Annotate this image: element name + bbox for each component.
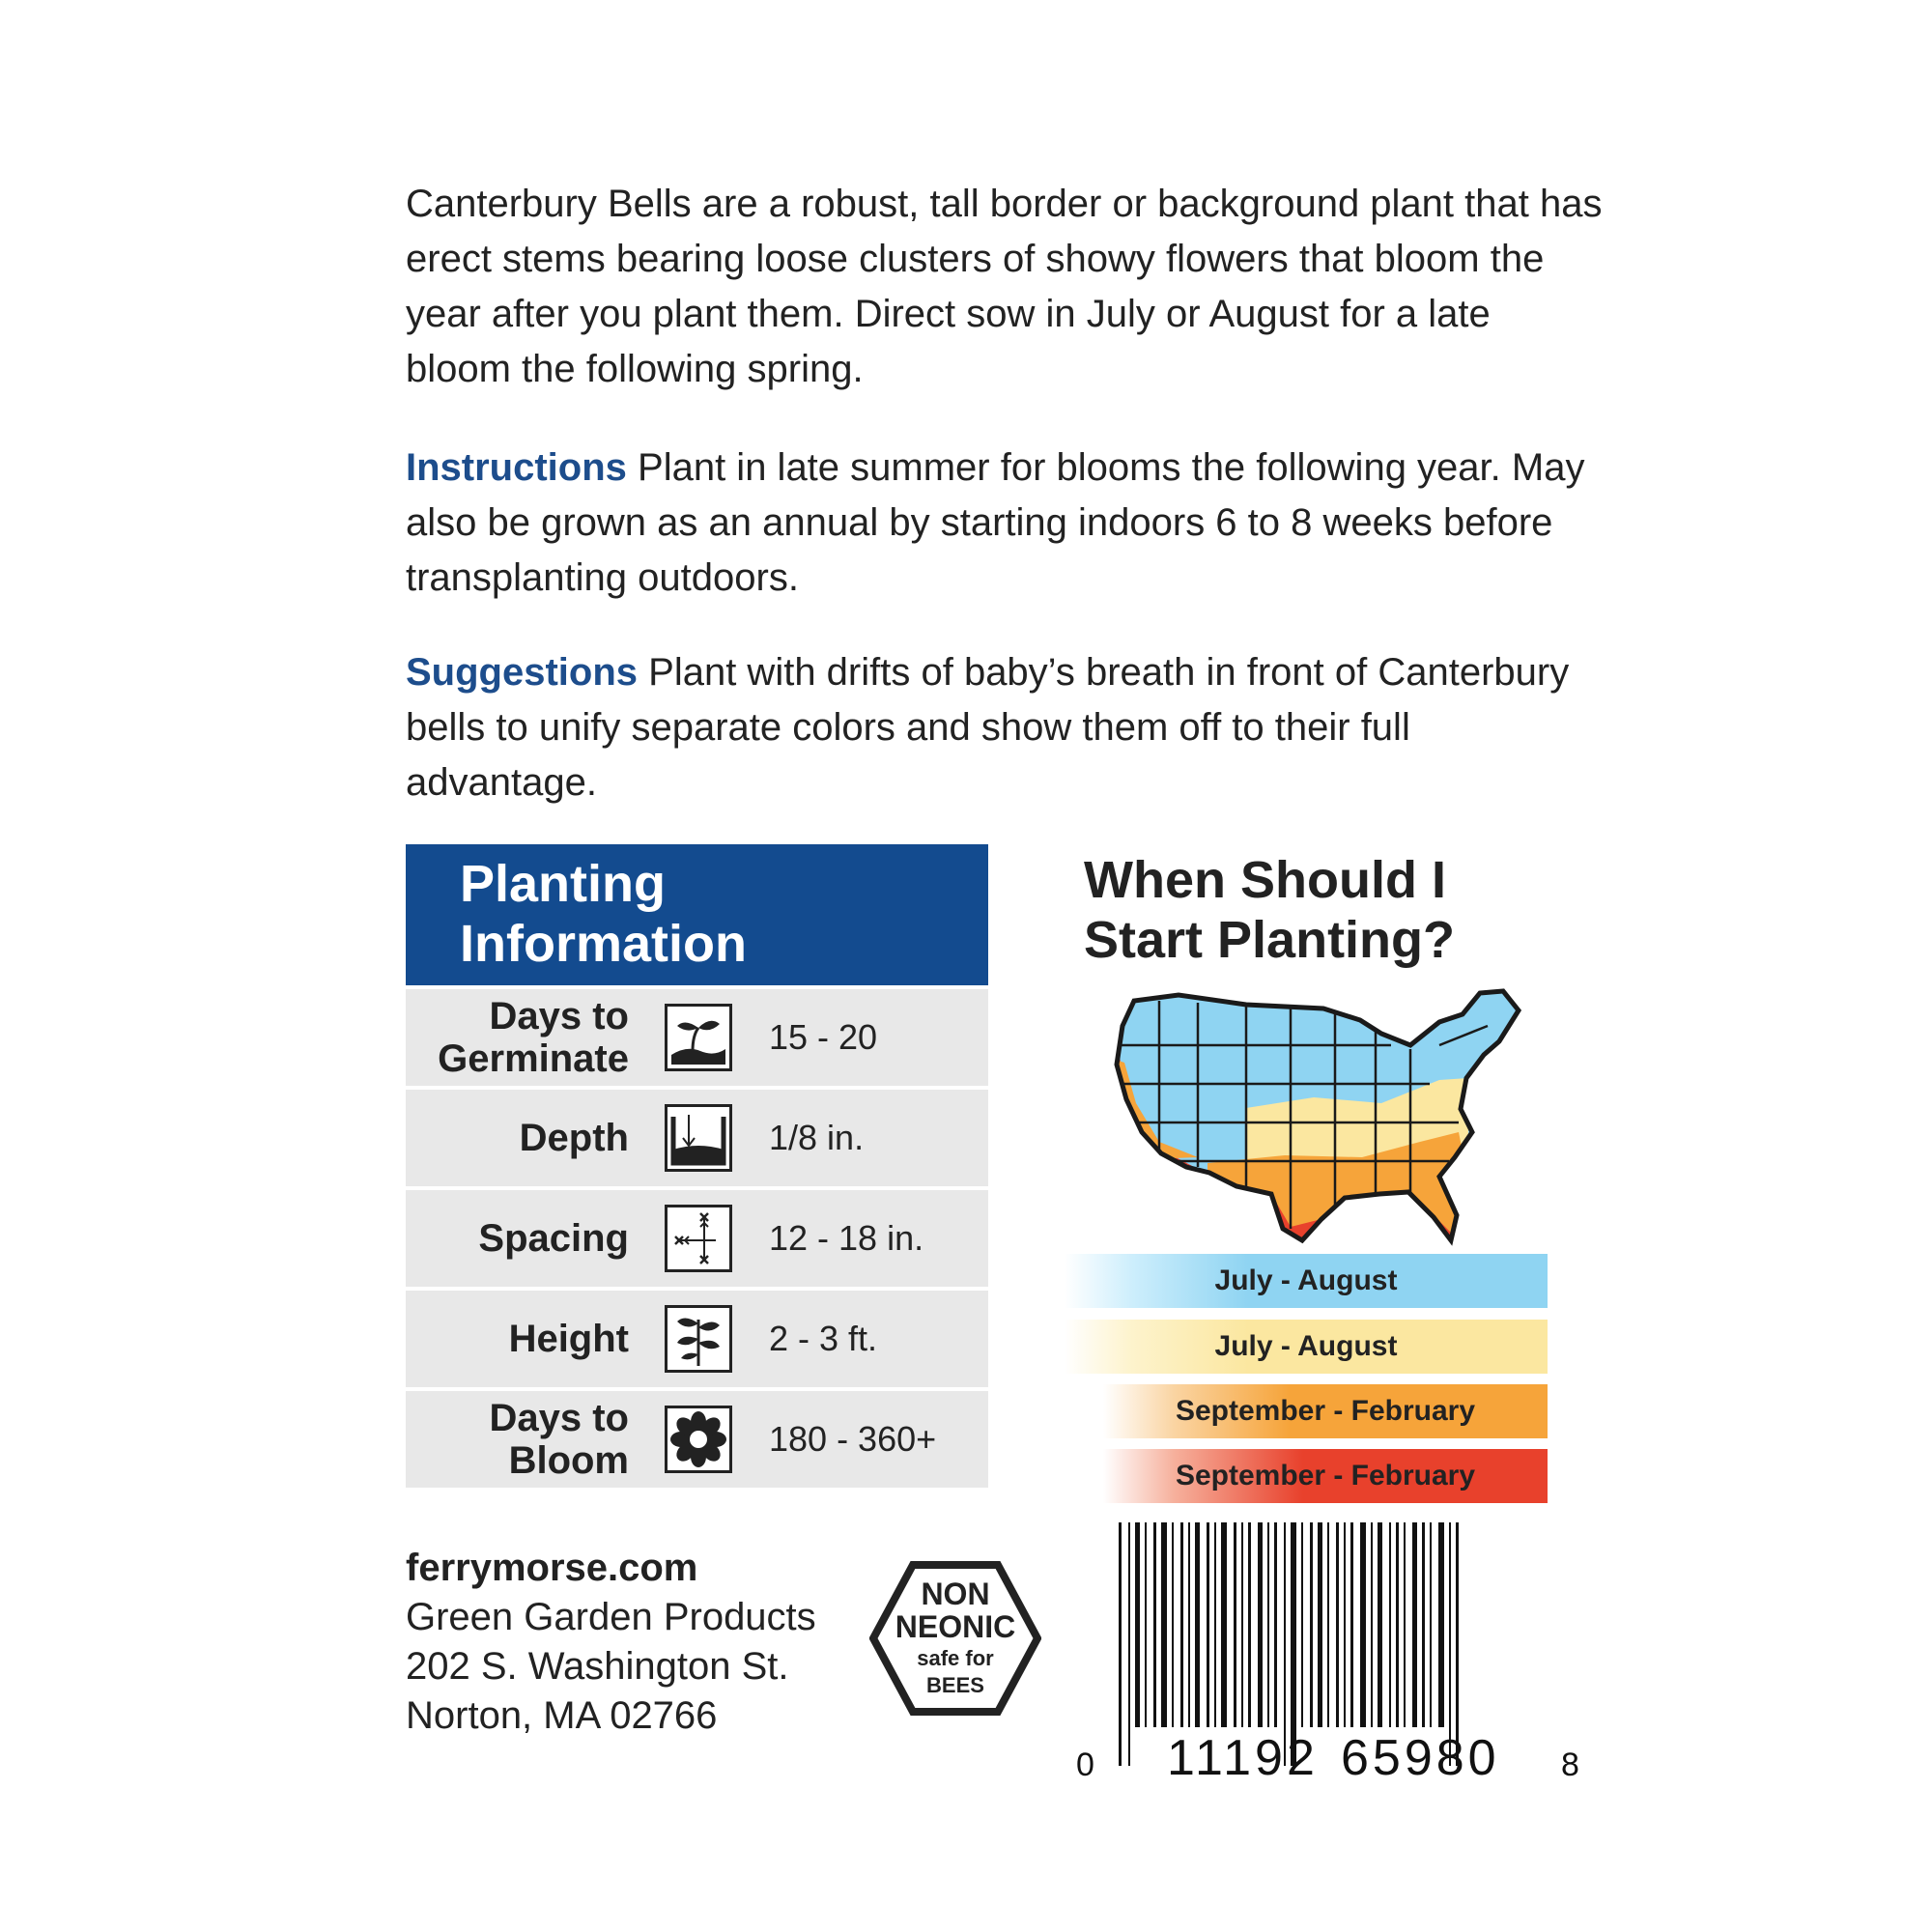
barcode-bar [1145,1522,1147,1727]
barcode-bar [1350,1522,1353,1727]
planting-time-title-line2: Start Planting? [1084,911,1456,969]
row-label-line2: Germinate [438,1037,629,1080]
barcode-bar [1221,1522,1227,1727]
barcode-bar [1404,1522,1406,1727]
barcode-bar [1301,1522,1303,1727]
badge-line3: safe for [917,1646,994,1670]
spacing-icon [665,1205,732,1272]
barcode-bar [1422,1522,1425,1727]
suggestions-paragraph [406,645,1604,810]
row-label-line1: Days to [489,995,629,1037]
zone-band-2: July - August [1065,1320,1548,1374]
planting-time-title [1084,850,1490,970]
row-height [406,1291,988,1387]
row-label [397,1190,629,1287]
planting-info-header [406,844,988,985]
instructions-paragraph [406,440,1604,606]
barcode-bar [1188,1522,1190,1727]
row-spacing [406,1190,988,1287]
barcode-bar [1396,1522,1399,1727]
plant-height-icon [665,1305,732,1373]
zone-band-1: July - August [1065,1254,1548,1308]
barcode-bar [1336,1522,1339,1727]
barcode-bar [1267,1522,1269,1727]
barcode-bar [1274,1522,1277,1727]
flower-icon [665,1406,732,1473]
barcode-bar [1438,1522,1444,1727]
planting-time-title-line1: When Should I [1084,851,1446,909]
row-depth [406,1090,988,1186]
planting-info-title-line2: Information [460,915,747,973]
barcode-bar [1318,1522,1322,1727]
barcode-bar [1430,1522,1432,1727]
barcode-bar [1214,1522,1216,1727]
instructions-heading: Instructions [406,446,627,489]
barcode-bar [1378,1522,1382,1727]
barcode-bar [1161,1522,1167,1727]
barcode-bar [1234,1522,1236,1727]
row-label-line1: Height [508,1318,629,1360]
barcode-right-group: 65980 [1341,1730,1500,1786]
barcode-bar [1153,1522,1156,1727]
row-label-line1: Days to [489,1397,629,1439]
barcode-bar [1195,1522,1200,1727]
seedling-icon [665,1004,732,1071]
row-label [397,989,629,1086]
row-value: 180 - 360+ [769,1419,937,1459]
instructions-text: Plant in late summer for blooms the following year. May also be grown as an annual by starting indoors 6 to 8 weeks before transplanting outdoors. [406,446,1585,599]
row-label-line1: Spacing [478,1217,629,1260]
badge-line2: NEONIC [895,1609,1016,1644]
description-paragraph: Canterbury Bells are a robust, tall border or background plant that has erect stems bearing loose clusters of showy flowers that bloom the year after you plant them. Direct sow in July or August for a late bloom the following spring. [406,183,1603,390]
barcode-first-digit: 0 [1076,1747,1094,1783]
row-label-line2: Bloom [508,1439,629,1482]
barcode-bar [1135,1522,1140,1727]
barcode-bar [1207,1522,1209,1727]
zone-band-4: September - February [1103,1449,1548,1503]
planting-info-title-line1: Planting [460,855,666,913]
row-label [397,1291,629,1387]
barcode-bar [1344,1522,1346,1727]
barcode-bar [1389,1522,1391,1727]
non-neonic-badge [869,1561,1041,1716]
row-label [397,1391,629,1488]
barcode-bar [1258,1522,1263,1727]
row-value: 15 - 20 [769,1017,878,1057]
website-link[interactable]: ferrymorse.com [406,1547,698,1589]
barcode-bar [1310,1522,1313,1727]
depth-icon [665,1104,732,1172]
suggestions-text: Plant with drifts of baby’s breath in front of Canterbury bells to unify separate colors and show them off to their full advantage. [406,651,1570,804]
row-days-to-bloom [406,1391,988,1488]
barcode-bar [1128,1522,1130,1766]
barcode-bar [1119,1522,1122,1766]
barcode-bar [1371,1522,1373,1727]
barcode-bar [1180,1522,1183,1727]
row-value: 2 - 3 ft. [769,1319,878,1358]
row-label [397,1090,629,1186]
barcode-bar [1241,1522,1243,1727]
barcode-last-digit: 8 [1561,1747,1579,1783]
suggestions-heading: Suggestions [406,651,639,694]
row-value: 12 - 18 in. [769,1218,924,1258]
city-address: Norton, MA 02766 [406,1694,718,1737]
barcode-bar [1327,1522,1329,1727]
badge-line4: BEES [926,1673,984,1697]
row-days-to-germinate [406,989,988,1086]
contact-block [406,1544,816,1741]
barcode-bar [1360,1522,1366,1727]
row-value: 1/8 in. [769,1118,865,1157]
barcode-left-group: 11192 [1167,1730,1319,1786]
us-zone-map [1101,987,1541,1248]
barcode-bar [1248,1522,1251,1727]
upc-barcode [1076,1522,1579,1786]
barcode-bar [1172,1522,1174,1727]
planting-info-table [406,844,988,1488]
row-label-line1: Depth [519,1117,629,1159]
company-name: Green Garden Products [406,1596,816,1638]
street-address: 202 S. Washington St. [406,1645,789,1688]
badge-line1: NON [921,1577,990,1611]
zone-band-3: September - February [1103,1384,1548,1438]
barcode-bar [1412,1522,1417,1727]
